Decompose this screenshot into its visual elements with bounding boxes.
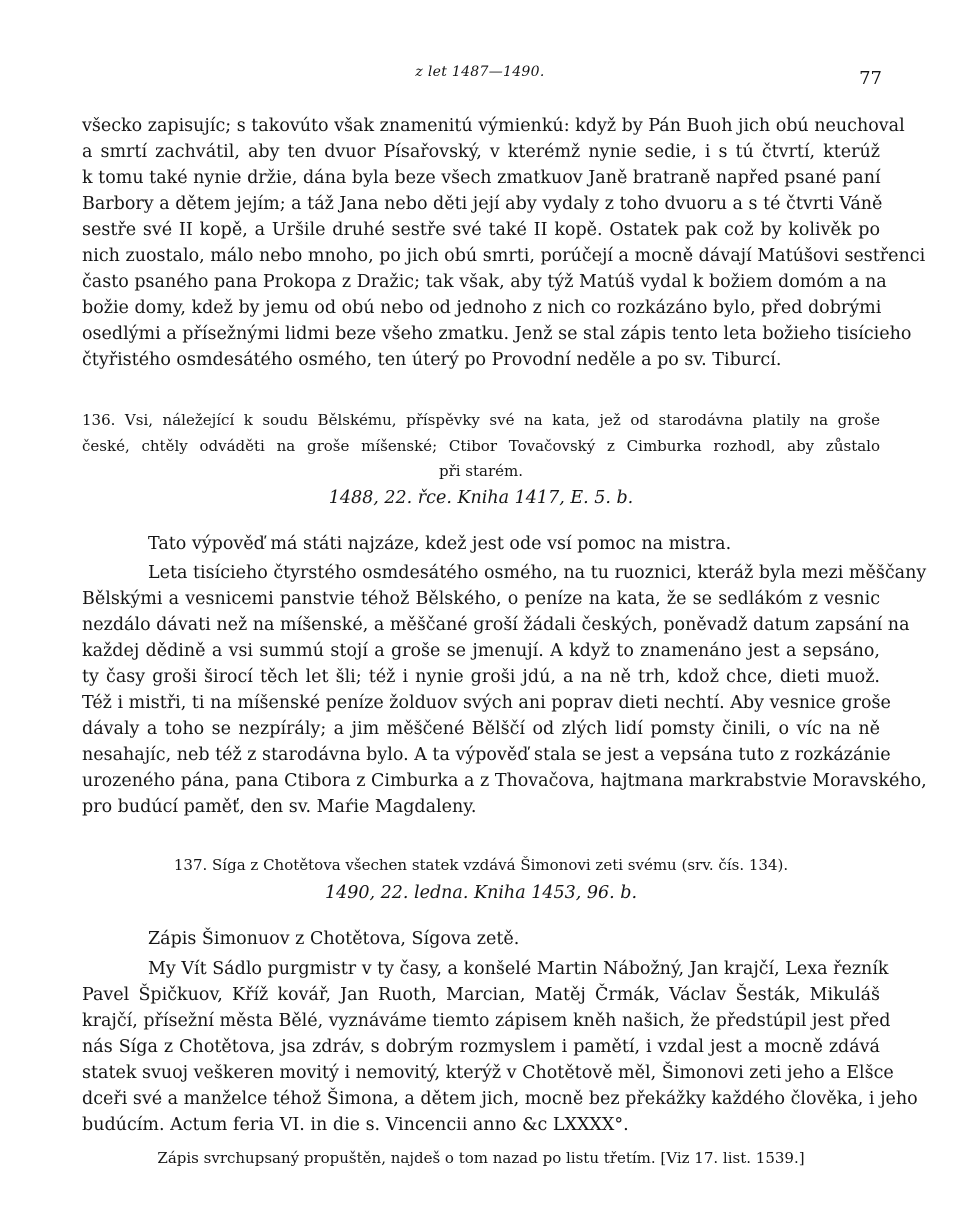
text-line: statek svuoj veškeren movitý i nemovitý, kterýž v Chotětově měl, Šimonovi zeti jeho a Elšce xyxy=(82,1063,894,1083)
text-line: nezdálo dávati než na míšenské, a měščané groší žádali českých, poněvadž datum zapsání na xyxy=(82,615,910,635)
entry-137-note: Zápis svrchupsaný propuštěn, najdeš o tom nazad po listu třetím. [Viz 17. list. 1539.] xyxy=(157,1149,805,1167)
text-line: božie domy, kdež by jemu od obú nebo od jednoho z nich co rozkázáno bylo, před dobrými xyxy=(82,298,882,318)
text-line: k tomu také nynie držie, dána byla beze všech zmatkuov Janě bratraně napřed psané paní xyxy=(82,168,881,188)
text-line: osedlými a přísežnými lidmi beze všeho zmatku. Jenž se stal zápis tento leta božieho tisícieho xyxy=(82,324,912,344)
text-line: pro budúcí paměť, den sv. Maŕie Magdaleny. xyxy=(82,797,477,817)
text-line: nesahajíc, neb též z starodávna bylo. A ta výpověď stala se jest a vepsána tuto z rozkázánie xyxy=(82,745,891,765)
text-line: často psaného pana Prokopa z Dražic; tak však, aby týž Matúš vydal k božiem domóm a na xyxy=(82,272,887,292)
text-line: krajčí, přísežní města Bělé, vyznáváme tiemto zápisem kněh našich, že předstúpil jest před xyxy=(82,1011,891,1031)
text-line: Pavel Špičkuov, Kříž kovář, Jan Ruoth, Marcian, Matěj Črmák, Václav Šesták, Mikuláš xyxy=(82,985,880,1005)
text-line: všecko zapisujíc; s takovúto však znamenitú výmienkú: když by Pán Buoh jich obú neuchoval xyxy=(82,116,905,136)
text-line: budúcím. Actum feria VI. in die s. Vincencii anno &c LXXXX°. xyxy=(82,1115,629,1135)
entry-137-source: 1490, 22. ledna. Kniha 1453, 96. b. xyxy=(324,883,638,903)
page-number: 77 xyxy=(859,68,882,89)
text-line: Barbory a dětem jejím; a táž Jana nebo děti její aby vydaly z toho dvuoru a s té čtvrti Váně xyxy=(82,194,883,214)
text-line: My Vít Sádlo purgmistr v ty časy, a konšelé Martin Nábožný, Jan krajčí, Lexa řezník xyxy=(148,959,889,979)
entry-136-summary-line: české, chtěly odváděti na groše míšenské; Ctibor Tovačovský z Cimburka rozhodl, aby zůstalo xyxy=(82,437,880,455)
text-line: čtyřistého osmdesátého osmého, ten úterý po Provodní neděle a po sv. Tiburcí. xyxy=(82,350,782,370)
text-line: Bělskými a vesnicemi panstvie téhož Bělského, o peníze na kata, že se sedlákóm z vesnic xyxy=(82,589,880,609)
running-title: z let 1487—1490. xyxy=(415,64,545,80)
text-line: nás Síga z Chotětova, jsa zdráv, s dobrým rozmyslem i pamětí, i vzdal jest a mocně zdává xyxy=(82,1037,880,1057)
text-line: každej dědině a vsi summú stojí a groše se jmenují. A když to znamenáno jest a sepsáno, xyxy=(82,641,880,661)
entry-136-source: 1488, 22. řce. Kniha 1417, E. 5. b. xyxy=(328,488,634,508)
text-line: a smrtí zachvátil, aby ten dvuor Písařovský, v kterémž nynie sedie, i s tú čtvrtí, kterúž xyxy=(82,142,880,162)
entry-136-summary-line: při starém. xyxy=(438,462,524,480)
text-line: urozeného pána, pana Ctibora z Cimburka a z Thovačova, hajtmana markrabstvie Moravského, xyxy=(82,771,927,791)
entry-137-summary: 137. Síga z Chotětova všechen statek vzdává Šimonovi zeti svému (srv. čís. 134). xyxy=(173,856,789,874)
text-line: Leta tisícieho čtyrstého osmdesátého osmého, na tu ruoznici, kteráž byla mezi měščany xyxy=(148,563,927,583)
text-line: Též i mistři, ti na míšenské peníze žolduov svých ani poprav dieti nechtí. Aby vesnice groše xyxy=(82,693,891,713)
text-line: sestře své II kopě, a Uršile druhé sestře své také II kopě. Ostatek pak což by kolivěk po xyxy=(82,220,880,240)
text-line: dávaly a toho se nezpírály; a jim měščené Bělščí od zlých lidí pomsty činili, o víc na ně xyxy=(82,719,880,739)
text-line: nich zuostalo, málo nebo mnoho, po jich obú smrti, porúčejí a mocně dávají Matúšovi sestřenci xyxy=(82,246,926,266)
entry-137-opening: Zápis Šimonuov z Chotětova, Sígova zetě. xyxy=(148,929,520,949)
entry-136-opening: Tato výpověď má státi najzáze, kdež jest ode vsí pomoc na mistra. xyxy=(148,534,732,554)
text-line: dceři své a manželce téhož Šimona, a dětem jich, mocně bez překážky každého člověka, i jeho xyxy=(82,1089,918,1109)
text-line: ty časy groši širocí těch let šli; též i nynie groši jdú, a na ně trh, kdož chce, dieti muož. xyxy=(82,667,880,687)
entry-136-summary-line: 136. Vsi, náležející k soudu Bělskému, příspěvky své na kata, jež od starodávna platily na groše xyxy=(82,411,880,429)
